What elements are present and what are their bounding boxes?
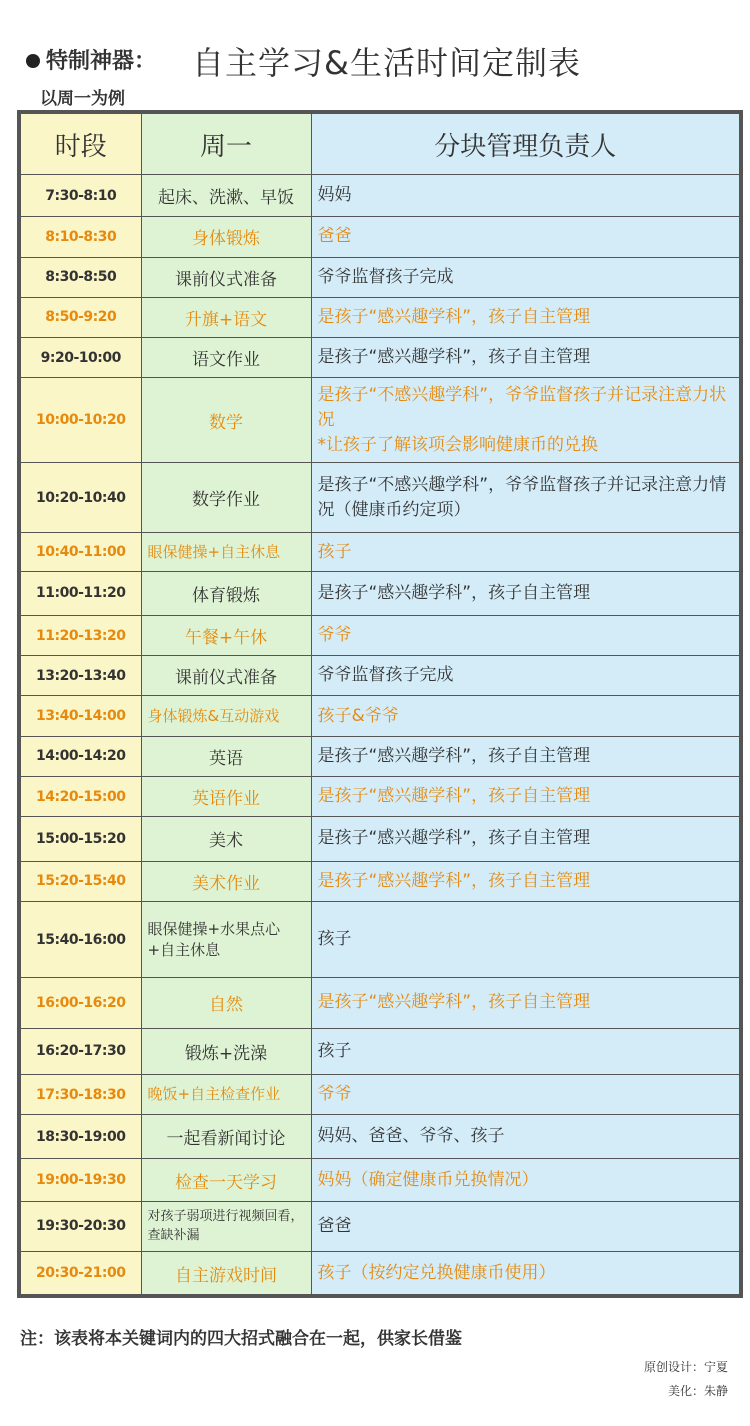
time-cell: 17:30-18:30	[19, 1074, 141, 1114]
responsible-cell: 是孩子“感兴趣学科”，孩子自主管理	[311, 861, 741, 901]
column-header-time: 时段	[19, 112, 141, 175]
time-cell: 11:00-11:20	[19, 571, 141, 615]
column-header-monday: 周一	[141, 112, 311, 175]
time-cell: 19:30-20:30	[19, 1201, 141, 1251]
activity-cell: 英语作业	[141, 776, 311, 816]
responsible-cell: 爸爸	[311, 217, 741, 257]
time-cell: 16:00-16:20	[19, 978, 141, 1028]
responsible-cell: 爷爷监督孩子完成	[311, 656, 741, 696]
time-cell: 10:40-11:00	[19, 533, 141, 571]
activity-cell: 对孩子弱项进行视频回看，查缺补漏	[141, 1201, 311, 1251]
time-cell: 20:30-21:00	[19, 1252, 141, 1296]
responsible-cell: 爷爷	[311, 615, 741, 655]
activity-cell: 起床、洗漱、早饭	[141, 175, 311, 217]
time-cell: 18:30-19:00	[19, 1115, 141, 1159]
activity-cell: 身体锻炼&互动游戏	[141, 696, 311, 736]
time-cell: 16:20-17:30	[19, 1028, 141, 1074]
time-cell: 11:20-13:20	[19, 615, 141, 655]
responsible-cell: 是孩子“不感兴趣学科”，爷爷监督孩子并记录注意力情况（健康币约定项）	[311, 462, 741, 532]
table-header-row	[19, 112, 741, 175]
table-row	[19, 175, 741, 217]
time-cell: 8:50-9:20	[19, 297, 141, 337]
activity-cell: 检查一天学习	[141, 1159, 311, 1201]
activity-cell: 体育锻炼	[141, 571, 311, 615]
responsible-cell: 是孩子“感兴趣学科”，孩子自主管理	[311, 297, 741, 337]
responsible-cell: 孩子	[311, 1028, 741, 1074]
table-row	[19, 217, 741, 257]
activity-cell: 美术作业	[141, 861, 311, 901]
time-cell: 8:10-8:30	[19, 217, 141, 257]
time-cell: 14:20-15:00	[19, 776, 141, 816]
table-row	[19, 297, 741, 337]
activity-cell: 眼保健操+水果点心+自主休息	[141, 901, 311, 978]
time-cell: 10:00-10:20	[19, 378, 141, 463]
table-row	[19, 1159, 741, 1201]
bullet-icon	[26, 54, 40, 68]
responsible-note: *让孩子了解该项会影响健康币的兑换	[317, 434, 598, 455]
table-row	[19, 338, 741, 378]
activity-cell: 自主游戏时间	[141, 1252, 311, 1296]
responsible-cell: 妈妈	[311, 175, 741, 217]
responsible-cell: 爷爷监督孩子完成	[311, 257, 741, 297]
responsible-cell: 是孩子“感兴趣学科”，孩子自主管理	[311, 817, 741, 861]
table-row	[19, 1115, 741, 1159]
table-row	[19, 736, 741, 776]
table-row	[19, 901, 741, 978]
responsible-cell: 是孩子“感兴趣学科”，孩子自主管理	[311, 736, 741, 776]
page-subtitle: 以周一为例	[40, 89, 125, 109]
table-row	[19, 615, 741, 655]
table-row	[19, 696, 741, 736]
activity-cell: 锻炼+洗澡	[141, 1028, 311, 1074]
time-cell: 15:00-15:20	[19, 817, 141, 861]
activity-cell: 课前仪式准备	[141, 656, 311, 696]
table-row	[19, 571, 741, 615]
table-row	[19, 462, 741, 532]
page-title: 自主学习&生活时间定制表	[192, 44, 581, 82]
time-cell: 14:00-14:20	[19, 736, 141, 776]
responsible-cell: 妈妈（确定健康币兑换情况）	[311, 1159, 741, 1201]
responsible-cell: 孩子	[311, 533, 741, 571]
table-row	[19, 378, 741, 463]
activity-cell: 午餐+午休	[141, 615, 311, 655]
responsible-cell: 是孩子“感兴趣学科”，孩子自主管理	[311, 978, 741, 1028]
table-row	[19, 533, 741, 571]
activity-cell: 数学	[141, 378, 311, 463]
activity-cell: 课前仪式准备	[141, 257, 311, 297]
table-row	[19, 1074, 741, 1114]
design-credit: 原创设计：宁夏	[643, 1360, 728, 1374]
activity-cell: 自然	[141, 978, 311, 1028]
responsible-cell: 是孩子“感兴趣学科”，孩子自主管理	[311, 776, 741, 816]
schedule-table	[17, 110, 743, 1298]
table-row	[19, 817, 741, 861]
table-row	[19, 978, 741, 1028]
responsible-cell: 爸爸	[311, 1201, 741, 1251]
responsible-cell: 妈妈、爸爸、爷爷、孩子	[311, 1115, 741, 1159]
time-cell: 8:30-8:50	[19, 257, 141, 297]
activity-cell: 语文作业	[141, 338, 311, 378]
activity-cell: 身体锻炼	[141, 217, 311, 257]
time-cell: 15:40-16:00	[19, 901, 141, 978]
table-row	[19, 1201, 741, 1251]
activity-cell: 美术	[141, 817, 311, 861]
footer-note: 注：该表将本关键词内的四大招式融合在一起，供家长借鉴	[20, 1329, 462, 1349]
responsible-cell	[311, 378, 741, 463]
activity-cell: 数学作业	[141, 462, 311, 532]
table-row	[19, 656, 741, 696]
title-prefix: 特制神器：	[46, 49, 157, 74]
responsible-cell: 孩子&爷爷	[311, 696, 741, 736]
responsible-cell: 孩子（按约定兑换健康币使用）	[311, 1252, 741, 1296]
table-row	[19, 1028, 741, 1074]
time-cell: 19:00-19:30	[19, 1159, 141, 1201]
table-row	[19, 861, 741, 901]
table-row	[19, 776, 741, 816]
responsible-cell: 是孩子“感兴趣学科”，孩子自主管理	[311, 338, 741, 378]
time-cell: 10:20-10:40	[19, 462, 141, 532]
activity-cell: 晚饭+自主检查作业	[141, 1074, 311, 1114]
responsible-cell: 爷爷	[311, 1074, 741, 1114]
responsible-cell: 孩子	[311, 901, 741, 978]
time-cell: 13:20-13:40	[19, 656, 141, 696]
responsible-cell: 是孩子“感兴趣学科”，孩子自主管理	[311, 571, 741, 615]
activity-cell: 眼保健操+自主休息	[141, 533, 311, 571]
activity-cell: 一起看新闻讨论	[141, 1115, 311, 1159]
header	[22, 40, 742, 80]
table-row	[19, 257, 741, 297]
time-cell: 15:20-15:40	[19, 861, 141, 901]
time-cell: 9:20-10:00	[19, 338, 141, 378]
responsible-text: 是孩子“不感兴趣学科”，爷爷监督孩子并记录注意力状况	[317, 384, 727, 430]
column-header-responsible: 分块管理负责人	[311, 112, 741, 175]
time-cell: 7:30-8:10	[19, 175, 141, 217]
art-credit: 美化：朱静	[667, 1384, 728, 1398]
time-cell: 13:40-14:00	[19, 696, 141, 736]
activity-cell: 英语	[141, 736, 311, 776]
table-row	[19, 1252, 741, 1296]
activity-cell: 升旗+语文	[141, 297, 311, 337]
